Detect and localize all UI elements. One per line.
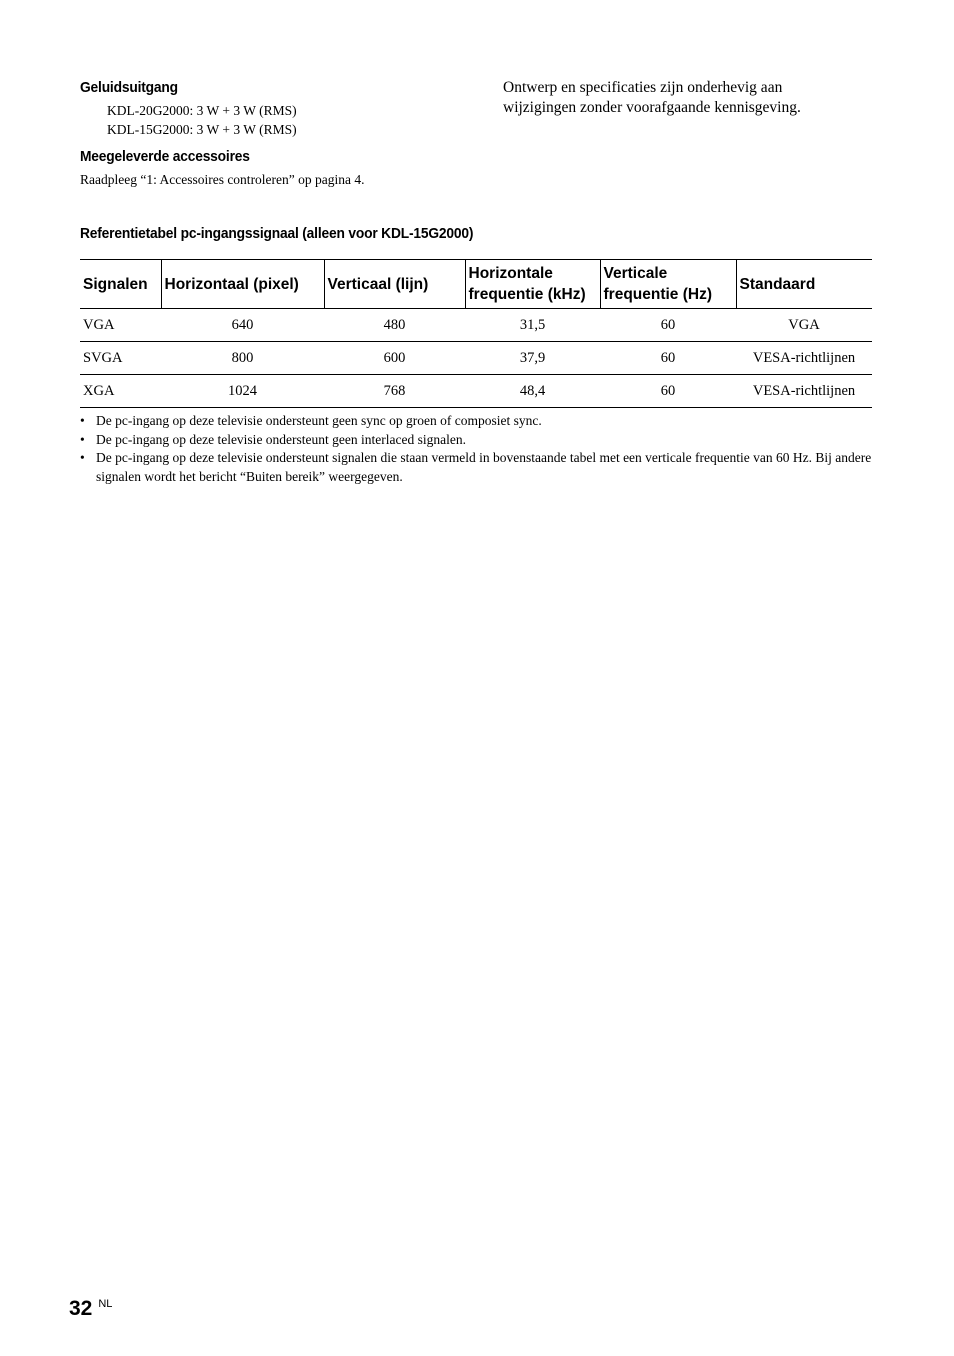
note-text: De pc-ingang op deze televisie ondersteunt geen sync op groen of composiet sync. bbox=[96, 413, 542, 428]
column-header-standard: Standaard bbox=[736, 260, 872, 309]
table-cell: 31,5 bbox=[465, 309, 600, 342]
table-row bbox=[80, 342, 872, 375]
table-cell: 768 bbox=[324, 375, 465, 408]
table-cell: VESA-richtlijnen bbox=[736, 342, 872, 375]
column-header-signals: Signalen bbox=[80, 260, 161, 309]
sound-output-line: KDL-20G2000: 3 W + 3 W (RMS) bbox=[107, 103, 297, 118]
list-item bbox=[80, 412, 880, 431]
table-cell: 480 bbox=[324, 309, 465, 342]
table-cell: VESA-richtlijnen bbox=[736, 375, 872, 408]
table-cell: XGA bbox=[80, 375, 161, 408]
table-cell: 60 bbox=[600, 342, 736, 375]
table-cell: VGA bbox=[736, 309, 872, 342]
specification-note-line: wijzigingen zonder voorafgaande kennisgeving. bbox=[503, 99, 801, 116]
sound-output-line: KDL-15G2000: 3 W + 3 W (RMS) bbox=[107, 122, 297, 137]
column-header-horizontal-pixel: Horizontaal (pixel) bbox=[161, 260, 324, 309]
specification-note-line: Ontwerp en specificaties zijn onderhevig aan bbox=[503, 79, 783, 96]
accessories-text: Raadpleeg “1: Accessoires controleren” op pagina 4. bbox=[80, 172, 365, 187]
reference-table bbox=[80, 259, 872, 408]
table-header-row bbox=[80, 260, 872, 309]
table-cell: SVGA bbox=[80, 342, 161, 375]
table-cell: 48,4 bbox=[465, 375, 600, 408]
column-header-horizontal-frequency: Horizontale frequentie (kHz) bbox=[465, 260, 600, 309]
list-item bbox=[80, 431, 880, 450]
sound-output-heading: Geluidsuitgang bbox=[80, 79, 178, 96]
page-footer bbox=[69, 1297, 112, 1321]
bullet-icon: • bbox=[80, 431, 85, 447]
table-cell: 1024 bbox=[161, 375, 324, 408]
notes-list bbox=[80, 412, 880, 486]
table-row bbox=[80, 375, 872, 408]
note-text: De pc-ingang op deze televisie ondersteunt signalen die staan vermeld in bovenstaande tabel met een verticale frequentie van 60 Hz. Bij andere signalen wordt het bericht “Buiten bereik” weergegeven. bbox=[96, 450, 872, 484]
note-text: De pc-ingang op deze televisie ondersteunt geen interlaced signalen. bbox=[96, 431, 466, 447]
table-row bbox=[80, 309, 872, 342]
specification-note bbox=[503, 78, 801, 118]
table-cell: 640 bbox=[161, 309, 324, 342]
bullet-icon: • bbox=[80, 413, 85, 428]
bullet-icon: • bbox=[80, 450, 85, 465]
table-cell: VGA bbox=[80, 309, 161, 342]
column-header-vertical-line: Verticaal (lijn) bbox=[324, 260, 465, 309]
page-number: 32 bbox=[69, 1297, 93, 1320]
table-cell: 60 bbox=[600, 375, 736, 408]
table-cell: 800 bbox=[161, 342, 324, 375]
reference-table-title: Referentietabel pc-ingangssignaal (alleen voor KDL-15G2000) bbox=[80, 225, 474, 242]
table-cell: 37,9 bbox=[465, 342, 600, 375]
table-cell: 600 bbox=[324, 342, 465, 375]
accessories-heading: Meegeleverde accessoires bbox=[80, 148, 250, 165]
table-cell: 60 bbox=[600, 309, 736, 342]
column-header-vertical-frequency: Verticale frequentie (Hz) bbox=[600, 260, 736, 309]
page-language: NL bbox=[98, 1298, 113, 1310]
list-item bbox=[80, 449, 880, 486]
